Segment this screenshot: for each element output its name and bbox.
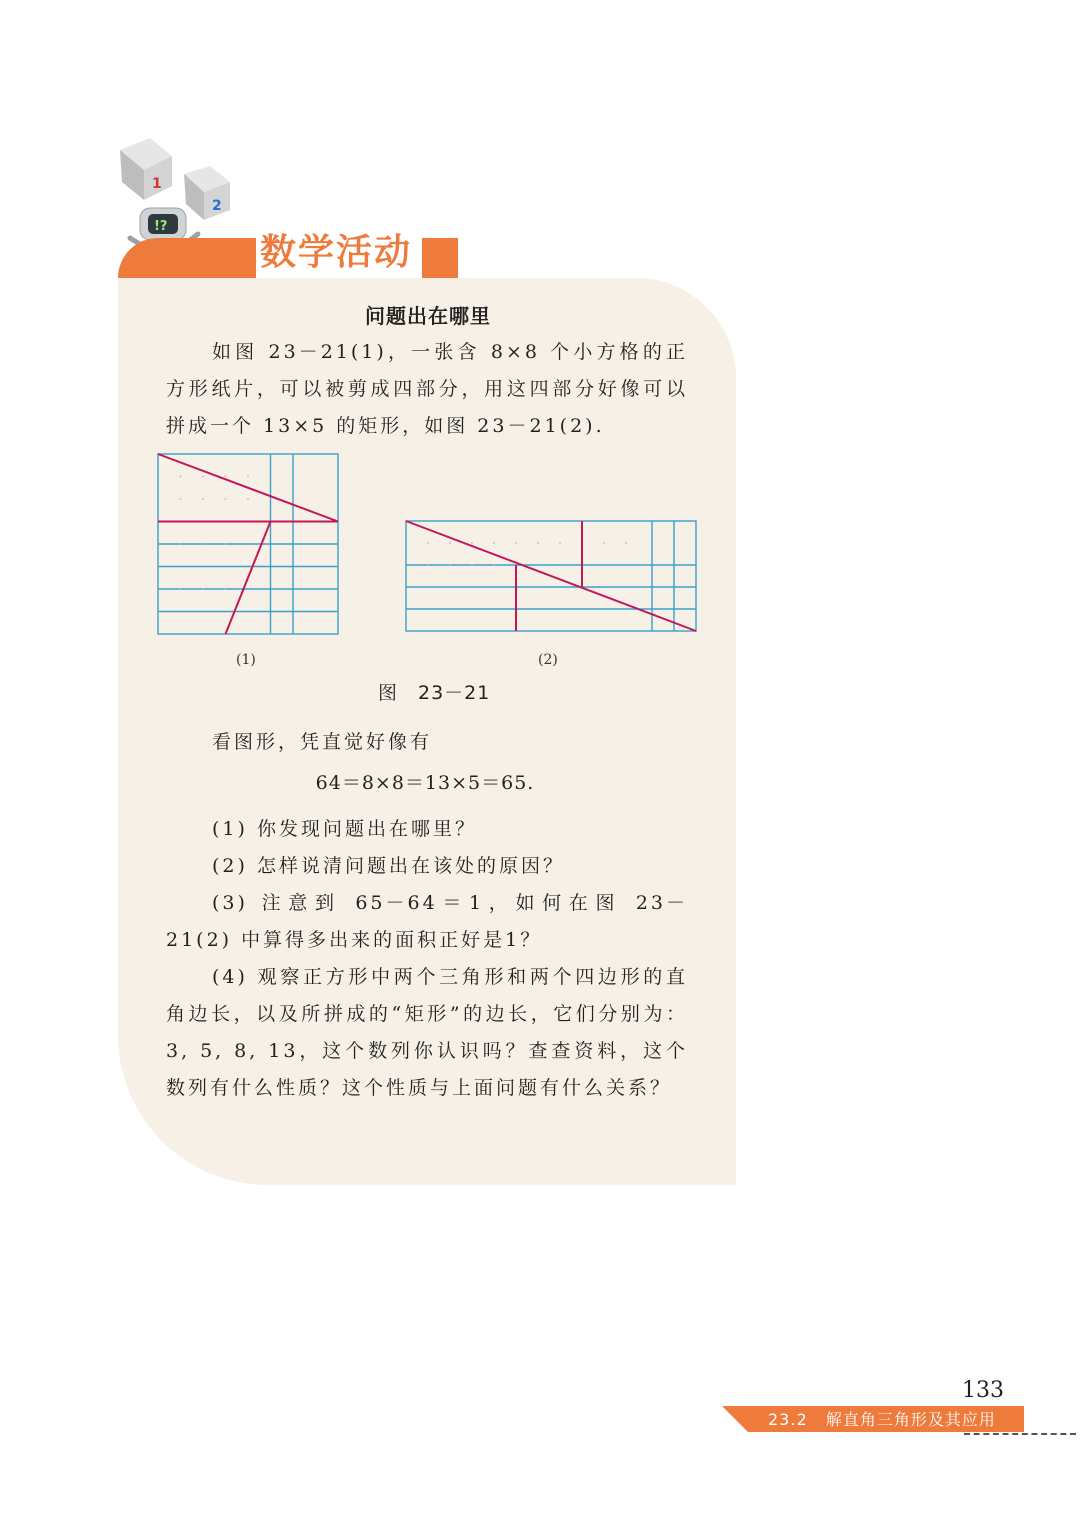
svg-text:1: 1 bbox=[152, 176, 162, 192]
section-header-title: 数学活动 bbox=[256, 224, 422, 279]
figure-caption: 图 23－21 bbox=[378, 682, 491, 704]
figure-rectangle-13x5 bbox=[404, 519, 700, 635]
svg-text:2: 2 bbox=[212, 198, 222, 214]
footer-section-label bbox=[768, 1407, 996, 1430]
equation: 64＝8×8＝13×5＝65. bbox=[315, 772, 535, 794]
observation-text: 看图形，凭直觉好像有 bbox=[212, 731, 433, 753]
footer-dotted-line bbox=[964, 1433, 1076, 1435]
figure-1-dots bbox=[180, 476, 249, 590]
footer-section-title: 解直角三角形及其应用 bbox=[825, 1410, 996, 1429]
figure-sub-label-2: (2) bbox=[538, 652, 558, 668]
die-2-icon bbox=[184, 166, 230, 220]
figure-2-dots bbox=[427, 542, 627, 566]
activity-title: 问题出在哪里 bbox=[365, 304, 491, 328]
question-2: (2) 怎样说清问题出在该处的原因？ bbox=[212, 855, 565, 877]
page-number: 133 bbox=[962, 1378, 1004, 1403]
intro-paragraph: 如图 23－21(1)，一张含 8×8 个小方格的正方形纸片，可以被剪成四部分，用这四部分好像可以拼成一个 13×5 的矩形，如图 23－21(2). bbox=[166, 341, 688, 437]
question-3: (3) 注意到 65－64＝1，如何在图 23－21(2) 中算得多出来的面积正好是1？ bbox=[166, 892, 688, 951]
question-1: (1) 你发现问题出在哪里？ bbox=[212, 818, 477, 840]
die-1-icon bbox=[120, 138, 172, 200]
question-4: (4) 观察正方形中两个三角形和两个四边形的直角边长，以及所拼成的“矩形”的边长，它们分别为：3, 5, 8, 13，这个数列你认识吗？查查资料，这个数列有什么性质？这个性质与上面问题有什么关系？ bbox=[166, 966, 688, 1099]
figure-sub-label-1: (1) bbox=[236, 652, 256, 668]
svg-text:!?: !? bbox=[154, 219, 168, 234]
figure-square-8x8 bbox=[156, 452, 340, 636]
footer-section-number: 23.2 bbox=[768, 1410, 808, 1429]
